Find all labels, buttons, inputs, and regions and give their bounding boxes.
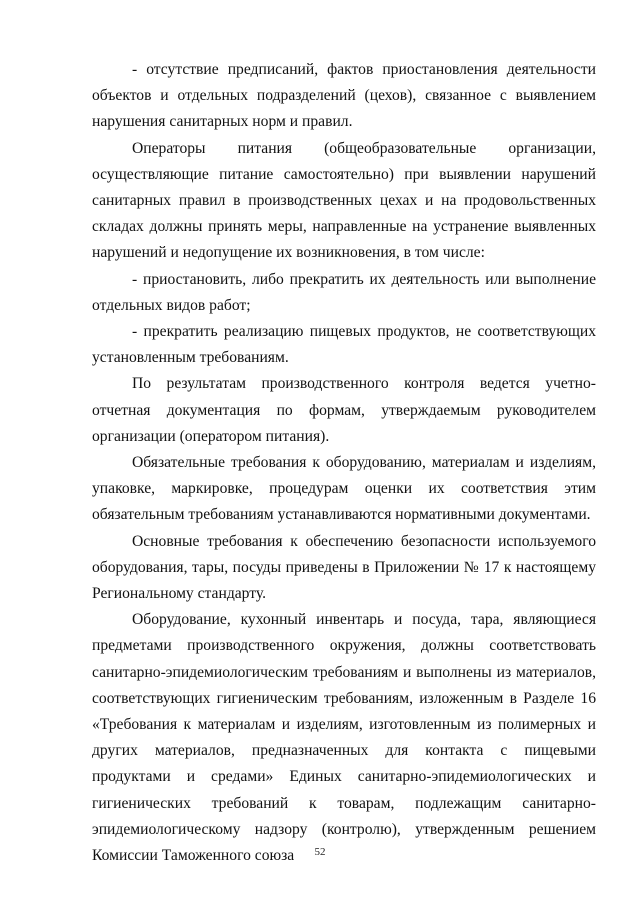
page-number: 52 xyxy=(314,846,326,858)
paragraph-stop-sales: - прекратить реализацию пищевых продуктов, не соответствующих установленным требованиям. xyxy=(92,323,596,367)
paragraph-equipment-safety: Основные требования к обеспечению безопасности используемого оборудования, тары, посуды приведены в Приложении № 17 к настоящему Региональному стандарту. xyxy=(92,532,596,603)
paragraph-food-operators: Операторы питания (общеобразовательные организации, осуществляющие питание самостоятельно) при выявлении нарушений санитарных правил в производственных цехах и на продовольственных складах должны принять меры, направленные на устранение выявленных нарушений и недопущение их возникновения, в том числе: xyxy=(92,139,596,262)
paragraph-mandatory-requirements: Обязательные требования к оборудованию, материалам и изделиям, упаковке, маркировке, процедурам оценки их соответствия этим обязательным требованиям устанавливаются нормативными документами. xyxy=(92,454,596,524)
paragraph-production-control: По результатам производственного контроля ведется учетно-отчетная документация по формам, утверждаемым руководителем организации (оператором питания). xyxy=(92,375,596,445)
paragraph-suspend-activity: - приостановить, либо прекратить их деятельность или выполнение отдельных видов работ; xyxy=(92,270,596,314)
paragraph-absence-of-orders: - отсутствие предписаний, фактов приостановления деятельности объектов и отдельных подразделений (цехов), связанное с выявлением нарушения санитарных норм и правил. xyxy=(92,61,596,131)
paragraph-kitchen-equipment: Оборудование, кухонный инвентарь и посуда, тара, являющиеся предметами производственного окружения, должны соответствовать санитарно-эпидемиологическим требованиям и выполнены из материалов, соответствующих гигиеническим требованиям, изложенным в Разделе 16 «Требования к материалам и изделиям, изготовленным из полимерных и других материалов, предназначенных для контакта с пищевыми продуктами и средами» Единых санитарно-эпидемиологических и гигиенических требований к товарам, подлежащим санитарно-эпидемиологическому надзору (контролю), утвержденным решением Комиссии Таможенного союза xyxy=(92,611,596,865)
body-text xyxy=(92,57,596,869)
